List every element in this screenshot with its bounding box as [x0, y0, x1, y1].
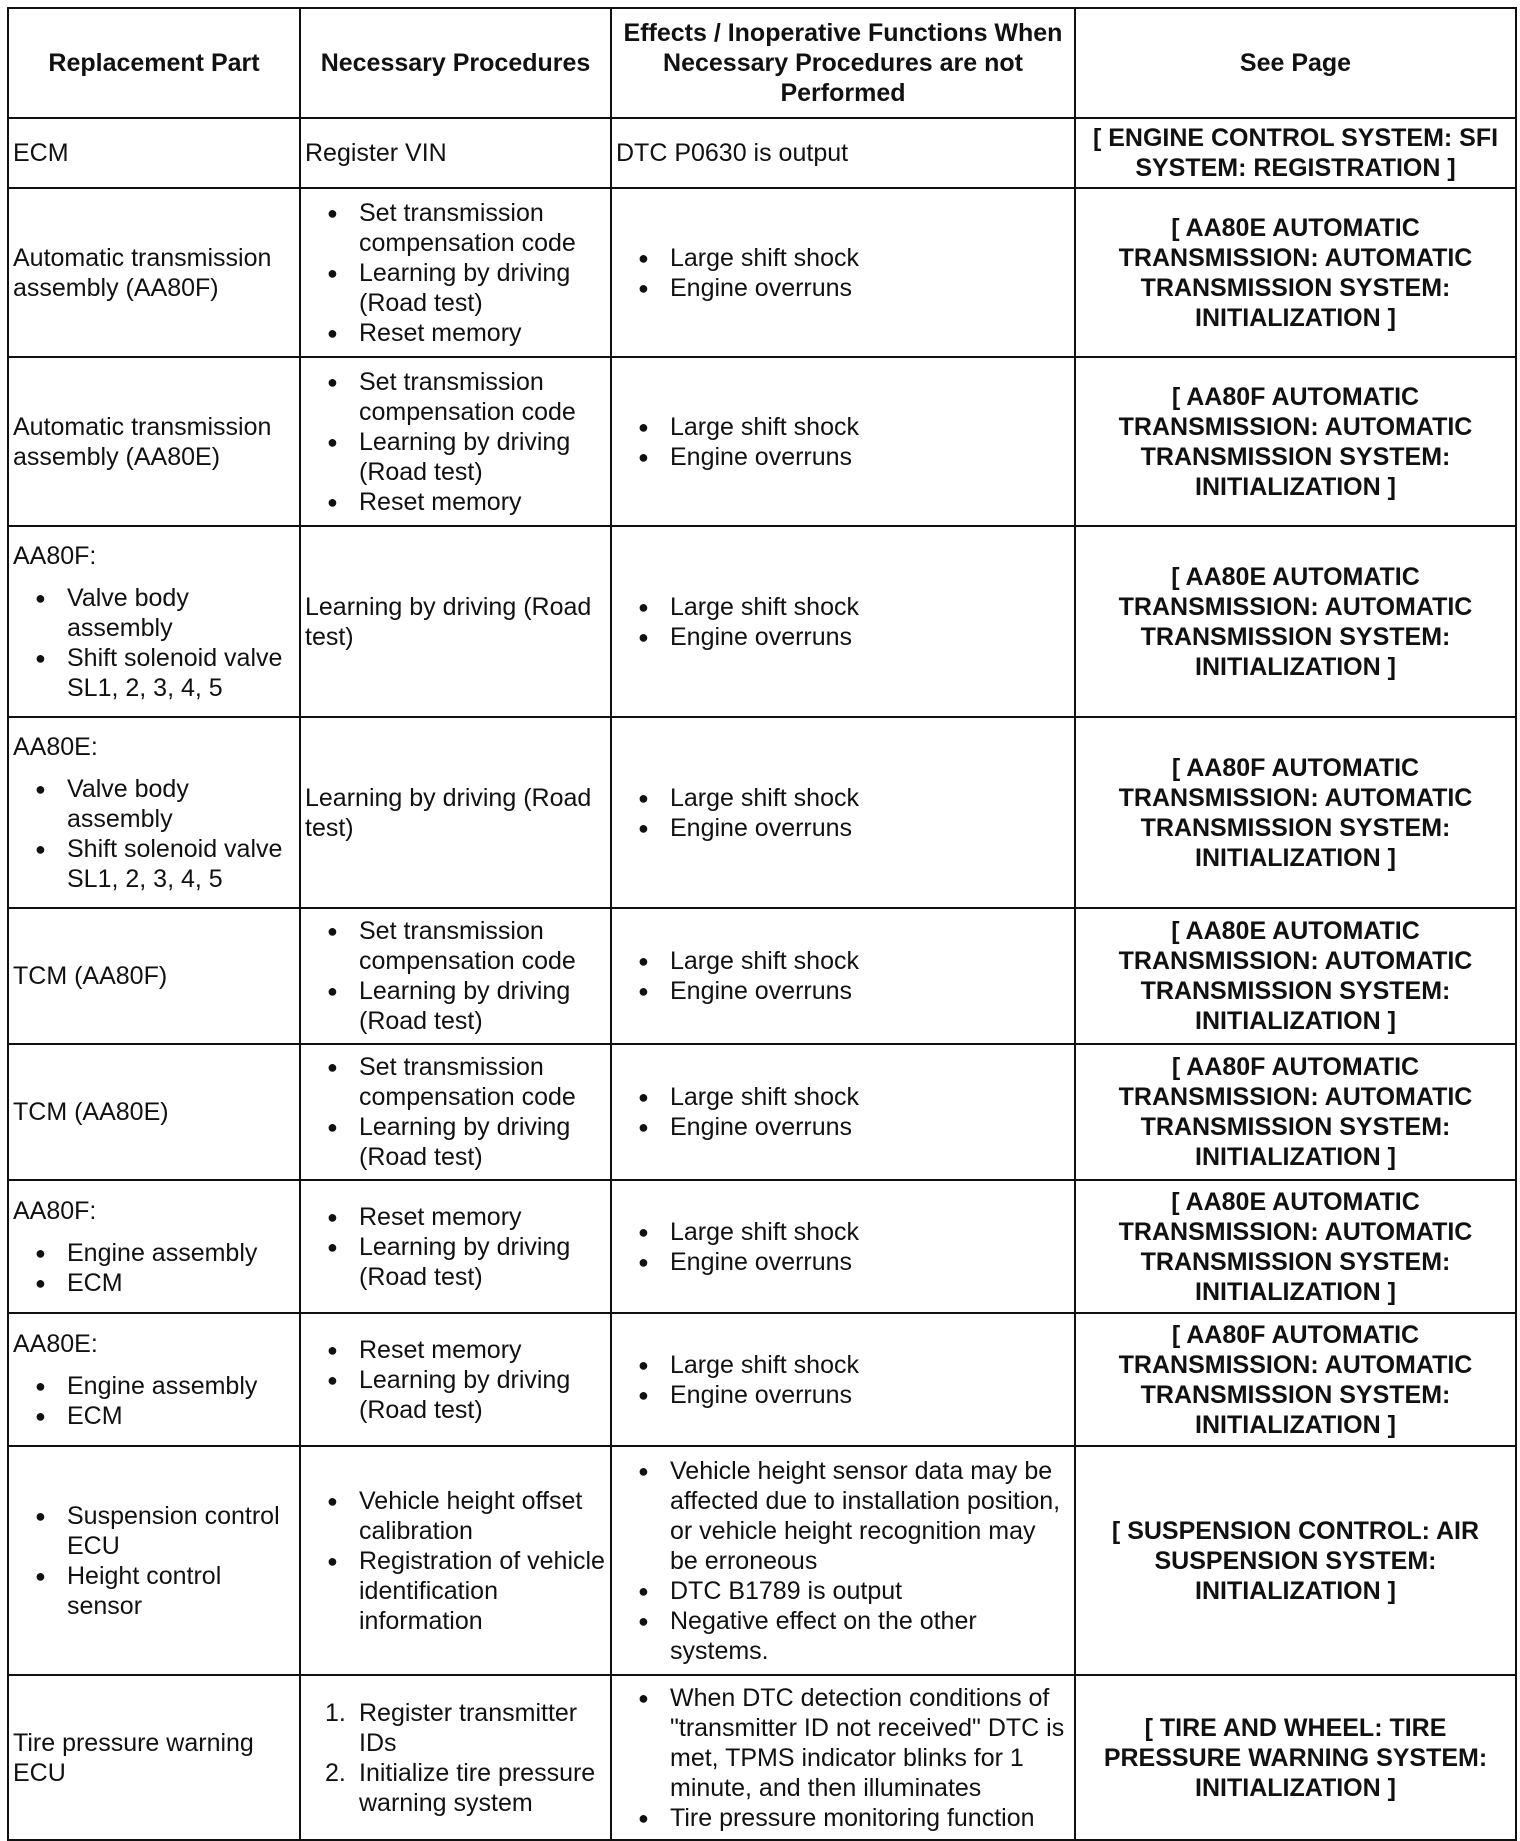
part-lead: AA80E:: [13, 732, 98, 761]
part-cell: Automatic transmission assembly (AA80F): [8, 188, 300, 357]
list-item: ● Large shift shock: [616, 1082, 1070, 1112]
list-item: ● Large shift shock: [616, 1350, 1070, 1380]
list-item: ● Large shift shock: [616, 783, 1070, 813]
list-item: ● Engine overruns: [616, 813, 1070, 843]
list-item: [305, 1758, 606, 1818]
list-item: ● Engine overruns: [616, 622, 1070, 652]
table-row: [8, 1044, 1516, 1180]
header-row: [8, 8, 1516, 118]
list-item: ● Shift solenoid valve SL1, 2, 3, 4, 5: [13, 834, 295, 894]
list-item: ● Reset memory: [305, 1202, 606, 1232]
part-cell: [8, 1180, 300, 1313]
table-row: [8, 118, 1516, 188]
list-item: ● Valve body assembly: [13, 583, 295, 643]
part-cell: ECM: [8, 118, 300, 188]
procedure-cell: Learning by driving (Road test): [300, 526, 611, 717]
effect-cell: DTC P0630 is output: [611, 118, 1075, 188]
list-item: ● Engine overruns: [616, 1380, 1070, 1410]
list-item: ● Reset memory: [305, 487, 606, 517]
list-item: ● Learning by driving (Road test): [305, 1112, 606, 1172]
list-item: ● Shift solenoid valve SL1, 2, 3, 4, 5: [13, 643, 295, 703]
effect-cell: [611, 1313, 1075, 1446]
header-necessary-procedures: Necessary Procedures: [300, 8, 611, 118]
see-page-cell: [ AA80E AUTOMATIC TRANSMISSION: AUTOMATIC TRANSMISSION SYSTEM: INITIALIZATION ]: [1075, 526, 1516, 717]
list-item: ● Set transmission compensation code: [305, 367, 606, 427]
see-page-cell: [ AA80F AUTOMATIC TRANSMISSION: AUTOMATIC TRANSMISSION SYSTEM: INITIALIZATION ]: [1075, 357, 1516, 526]
procedure-cell: Register VIN: [300, 118, 611, 188]
list-item: ● Engine overruns: [616, 1112, 1070, 1142]
part-cell: [8, 526, 300, 717]
part-cell: TCM (AA80E): [8, 1044, 300, 1180]
list-item: ● Engine overruns: [616, 273, 1070, 303]
list-item: ● Tire pressure monitoring function: [616, 1803, 1070, 1833]
effect-cell: [611, 1446, 1075, 1675]
see-page-cell: [ AA80F AUTOMATIC TRANSMISSION: AUTOMATIC TRANSMISSION SYSTEM: INITIALIZATION ]: [1075, 1313, 1516, 1446]
effect-cell: [611, 1180, 1075, 1313]
list-item: ● Valve body assembly: [13, 774, 295, 834]
procedure-cell: [300, 1180, 611, 1313]
list-item: ● Engine overruns: [616, 1247, 1070, 1277]
list-item: ● Learning by driving (Road test): [305, 427, 606, 487]
list-item: ● Registration of vehicle identification information: [305, 1546, 606, 1636]
procedure-cell: [300, 188, 611, 357]
table-row: [8, 908, 1516, 1044]
list-item: ● Set transmission compensation code: [305, 1052, 606, 1112]
effect-cell: [611, 357, 1075, 526]
table-row: [8, 1313, 1516, 1446]
procedure-cell: [300, 1675, 611, 1840]
table-row: [8, 1446, 1516, 1675]
effect-cell: [611, 717, 1075, 908]
list-item: ● Reset memory: [305, 1335, 606, 1365]
part-cell: [8, 717, 300, 908]
part-cell: [8, 1446, 300, 1675]
see-page-cell: [ ENGINE CONTROL SYSTEM: SFI SYSTEM: REGISTRATION ]: [1075, 118, 1516, 188]
table-row: [8, 526, 1516, 717]
see-page-cell: [ AA80F AUTOMATIC TRANSMISSION: AUTOMATIC TRANSMISSION SYSTEM: INITIALIZATION ]: [1075, 717, 1516, 908]
procedure-cell: [300, 1044, 611, 1180]
effect-cell: [611, 188, 1075, 357]
part-cell: [8, 1313, 300, 1446]
list-item: ● ECM: [13, 1401, 295, 1431]
list-item: ● Set transmission compensation code: [305, 916, 606, 976]
list-item: ● Large shift shock: [616, 1217, 1070, 1247]
list-item: ● Learning by driving (Road test): [305, 976, 606, 1036]
effect-cell: [611, 1044, 1075, 1180]
header-see-page: See Page: [1075, 8, 1516, 118]
see-page-cell: [ AA80E AUTOMATIC TRANSMISSION: AUTOMATIC TRANSMISSION SYSTEM: INITIALIZATION ]: [1075, 1180, 1516, 1313]
table-row: [8, 1180, 1516, 1313]
list-item: ● Engine overruns: [616, 976, 1070, 1006]
list-item: ● Learning by driving (Road test): [305, 1232, 606, 1292]
part-lead: AA80E:: [13, 1329, 98, 1358]
table-row: [8, 188, 1516, 357]
list-item: ● Learning by driving (Road test): [305, 258, 606, 318]
part-lead: AA80F:: [13, 1196, 97, 1225]
header-effects: Effects / Inoperative Functions When Necessary Procedures are not Performed: [611, 8, 1075, 118]
list-item: ● Large shift shock: [616, 243, 1070, 273]
part-cell: TCM (AA80F): [8, 908, 300, 1044]
table-row: [8, 717, 1516, 908]
list-item: ● When DTC detection conditions of "transmitter ID not received" DTC is met, TPMS indicator blinks for 1 minute, and then illuminates: [616, 1683, 1070, 1803]
list-item: ● DTC B1789 is output: [616, 1576, 1070, 1606]
table-row: [8, 1675, 1516, 1840]
list-item: ● Learning by driving (Road test): [305, 1365, 606, 1425]
see-page-cell: [ AA80F AUTOMATIC TRANSMISSION: AUTOMATIC TRANSMISSION SYSTEM: INITIALIZATION ]: [1075, 1044, 1516, 1180]
procedure-cell: [300, 1446, 611, 1675]
list-item: [305, 1698, 606, 1758]
list-item: ● Large shift shock: [616, 592, 1070, 622]
effect-cell: [611, 1675, 1075, 1840]
procedure-cell: Learning by driving (Road test): [300, 717, 611, 908]
table-row: [8, 357, 1516, 526]
see-page-cell: [ AA80E AUTOMATIC TRANSMISSION: AUTOMATIC TRANSMISSION SYSTEM: INITIALIZATION ]: [1075, 908, 1516, 1044]
step-text: Initialize tire pressure warning system: [359, 1758, 596, 1817]
list-item: ● Large shift shock: [616, 412, 1070, 442]
step-text: Register transmitter IDs: [359, 1698, 578, 1757]
list-item: ● Engine overruns: [616, 442, 1070, 472]
list-item: ● Suspension control ECU: [13, 1501, 295, 1561]
part-lead: AA80F:: [13, 541, 97, 570]
step-number: 1.: [325, 1698, 346, 1727]
part-cell: Automatic transmission assembly (AA80E): [8, 357, 300, 526]
list-item: ● Engine assembly: [13, 1238, 295, 1268]
list-item: ● Vehicle height sensor data may be affected due to installation position, or vehicle height recognition may be erroneous: [616, 1456, 1070, 1576]
list-item: ● Engine assembly: [13, 1371, 295, 1401]
list-item: ● Reset memory: [305, 318, 606, 348]
see-page-cell: [ SUSPENSION CONTROL: AIR SUSPENSION SYSTEM: INITIALIZATION ]: [1075, 1446, 1516, 1675]
step-number: 2.: [325, 1758, 346, 1787]
effect-cell: [611, 526, 1075, 717]
list-item: ● Set transmission compensation code: [305, 198, 606, 258]
replacement-procedures-table: [7, 7, 1517, 1841]
see-page-cell: [ TIRE AND WHEEL: TIRE PRESSURE WARNING SYSTEM: INITIALIZATION ]: [1075, 1675, 1516, 1840]
procedure-cell: [300, 1313, 611, 1446]
see-page-cell: [ AA80E AUTOMATIC TRANSMISSION: AUTOMATIC TRANSMISSION SYSTEM: INITIALIZATION ]: [1075, 188, 1516, 357]
list-item: ● Height control sensor: [13, 1561, 295, 1621]
list-item: ● Negative effect on the other systems.: [616, 1606, 1070, 1666]
effect-cell: [611, 908, 1075, 1044]
list-item: ● Vehicle height offset calibration: [305, 1486, 606, 1546]
list-item: ● ECM: [13, 1268, 295, 1298]
part-cell: Tire pressure warning ECU: [8, 1675, 300, 1840]
procedure-cell: [300, 357, 611, 526]
list-item: ● Large shift shock: [616, 946, 1070, 976]
header-replacement-part: Replacement Part: [8, 8, 300, 118]
procedure-cell: [300, 908, 611, 1044]
